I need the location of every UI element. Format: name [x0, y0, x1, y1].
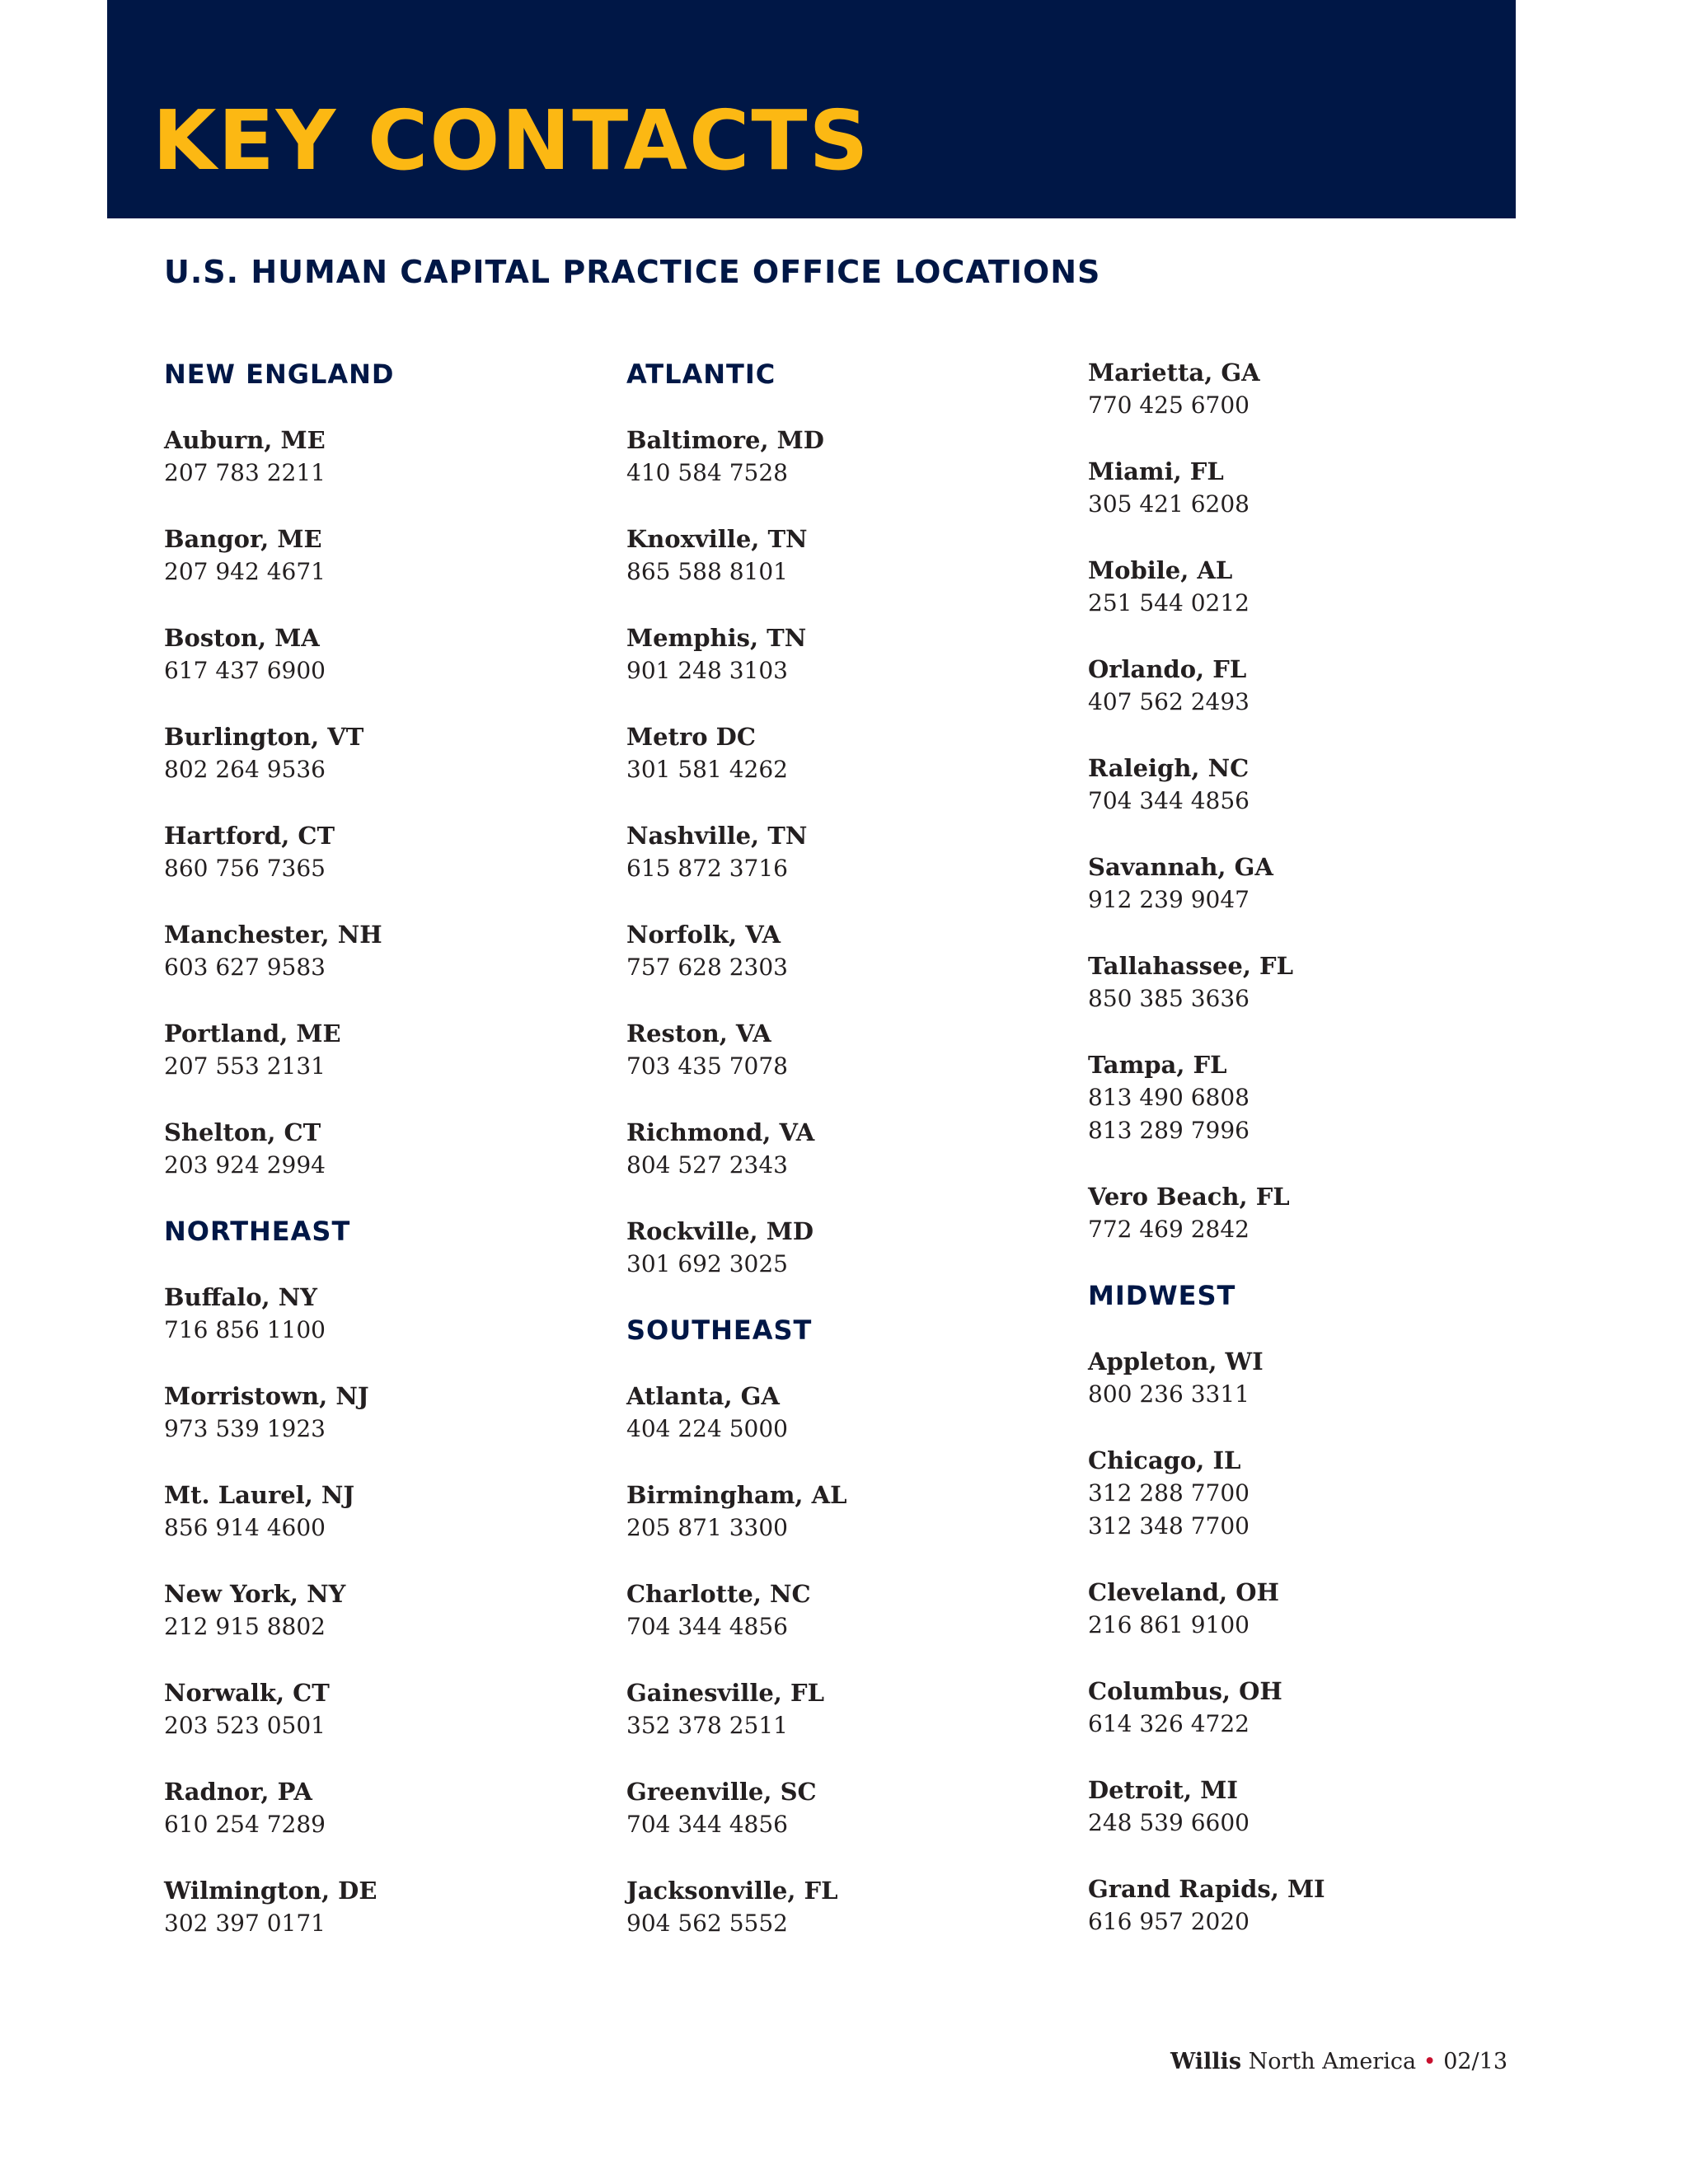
- office-entry: [1088, 1774, 1533, 1840]
- region-heading-new-england: NEW ENGLAND: [164, 359, 395, 390]
- office-phone: 614 326 4722: [1088, 1710, 1250, 1737]
- office-city: Norfolk, VA: [626, 921, 781, 949]
- footer-date: 02/13: [1443, 2049, 1507, 2074]
- office-phone: 813 490 6808: [1088, 1084, 1250, 1111]
- office-entry: [626, 523, 1071, 588]
- office-phone: 813 289 7996: [1088, 1117, 1250, 1144]
- office-list: [1088, 356, 1533, 1246]
- office-phone: 301 581 4262: [626, 756, 788, 783]
- office-entry: [164, 1116, 609, 1182]
- region-heading-northeast: NORTHEAST: [164, 1216, 351, 1247]
- office-city: Savannah, GA: [1088, 853, 1273, 881]
- office-city: Charlotte, NC: [626, 1580, 811, 1608]
- office-city: Marietta, GA: [1088, 359, 1260, 387]
- office-entry: [164, 720, 609, 786]
- office-city: Greenville, SC: [626, 1778, 817, 1806]
- footer-brand: Willis: [1170, 2049, 1242, 2074]
- office-phone: 804 527 2343: [626, 1151, 788, 1179]
- office-entry: [164, 819, 609, 885]
- office-entry: [626, 1116, 1071, 1182]
- office-city: Chicago, IL: [1088, 1446, 1241, 1474]
- office-phone: 901 248 3103: [626, 657, 788, 684]
- office-phone: 312 288 7700: [1088, 1479, 1250, 1507]
- office-phone: 703 435 7078: [626, 1052, 788, 1080]
- office-entry: [626, 1874, 1071, 1940]
- office-list: [626, 424, 1071, 1281]
- office-phone: 912 239 9047: [1088, 886, 1250, 913]
- office-list: [1088, 1345, 1533, 1938]
- office-entry: [164, 1281, 609, 1347]
- office-city: Richmond, VA: [626, 1118, 815, 1146]
- office-city: Raleigh, NC: [1088, 754, 1250, 782]
- office-entry: [1088, 851, 1533, 916]
- office-entry: [1088, 1444, 1533, 1543]
- office-phone: 770 425 6700: [1088, 391, 1250, 419]
- office-phone: 802 264 9536: [164, 756, 326, 783]
- office-city: Reston, VA: [626, 1019, 771, 1047]
- office-city: Vero Beach, FL: [1088, 1183, 1290, 1211]
- office-list: [164, 1281, 609, 1940]
- office-phone: 904 562 5552: [626, 1910, 788, 1937]
- office-list: [626, 1380, 1071, 1940]
- office-entry: [626, 1017, 1071, 1083]
- office-city: Morristown, NJ: [164, 1382, 369, 1410]
- office-city: Boston, MA: [164, 624, 320, 652]
- office-entry: [164, 621, 609, 687]
- office-entry: [1088, 1576, 1533, 1642]
- office-city: Auburn, ME: [164, 426, 326, 454]
- office-city: Orlando, FL: [1088, 655, 1247, 683]
- office-city: Burlington, VT: [164, 723, 364, 751]
- office-entry: [1088, 949, 1533, 1015]
- office-entry: [164, 523, 609, 588]
- office-phone: 301 692 3025: [626, 1250, 788, 1277]
- office-phone: 251 544 0212: [1088, 589, 1250, 616]
- office-entry: [164, 1676, 609, 1742]
- footer-separator: •: [1423, 2049, 1437, 2074]
- office-city: Gainesville, FL: [626, 1679, 824, 1707]
- office-entry: [1088, 554, 1533, 620]
- office-city: Nashville, TN: [626, 822, 808, 850]
- office-phone: 704 344 4856: [626, 1613, 788, 1640]
- region-heading-southeast: SOUTHEAST: [626, 1315, 813, 1346]
- office-city: Grand Rapids, MI: [1088, 1875, 1325, 1903]
- office-city: Bangor, ME: [164, 525, 322, 553]
- office-city: Tampa, FL: [1088, 1051, 1227, 1079]
- office-entry: [1088, 1180, 1533, 1246]
- office-city: Birmingham, AL: [626, 1481, 847, 1509]
- office-city: Knoxville, TN: [626, 525, 808, 553]
- office-entry: [1088, 653, 1533, 719]
- office-column-2: [626, 356, 1071, 1971]
- office-phone: 856 914 4600: [164, 1514, 326, 1541]
- office-phone: 407 562 2493: [1088, 688, 1250, 715]
- office-phone: 772 469 2842: [1088, 1216, 1250, 1243]
- office-entry: [164, 1874, 609, 1940]
- office-entry: [626, 720, 1071, 786]
- office-phone: 616 957 2020: [1088, 1908, 1250, 1935]
- office-phone: 800 236 3311: [1088, 1380, 1250, 1408]
- office-entry: [1088, 1675, 1533, 1741]
- office-entry: [626, 1380, 1071, 1446]
- office-column-3: [1088, 356, 1533, 1970]
- office-phone: 302 397 0171: [164, 1910, 326, 1937]
- office-city: Hartford, CT: [164, 822, 335, 850]
- office-city: Jacksonville, FL: [626, 1877, 838, 1905]
- office-city: Rockville, MD: [626, 1217, 814, 1245]
- section-subtitle: U.S. HUMAN CAPITAL PRACTICE OFFICE LOCATIONS: [164, 254, 1101, 290]
- office-phone: 212 915 8802: [164, 1613, 326, 1640]
- office-phone: 216 861 9100: [1088, 1611, 1250, 1638]
- office-phone: 865 588 8101: [626, 558, 788, 585]
- region-heading-midwest: MIDWEST: [1088, 1280, 1236, 1311]
- office-phone: 603 627 9583: [164, 954, 326, 981]
- office-entry: [1088, 1872, 1533, 1938]
- office-entry: [626, 1215, 1071, 1281]
- office-phone: 757 628 2303: [626, 954, 788, 981]
- office-entry: [1088, 455, 1533, 521]
- office-phone: 704 344 4856: [626, 1811, 788, 1838]
- office-phone: 615 872 3716: [626, 855, 788, 882]
- office-city: Columbus, OH: [1088, 1677, 1282, 1705]
- office-entry: [164, 424, 609, 490]
- office-city: Buffalo, NY: [164, 1283, 317, 1311]
- office-entry: [626, 1676, 1071, 1742]
- office-entry: [626, 621, 1071, 687]
- office-phone: 203 924 2994: [164, 1151, 326, 1179]
- office-entry: [1088, 356, 1533, 422]
- office-phone: 704 344 4856: [1088, 787, 1250, 814]
- office-city: Manchester, NH: [164, 921, 382, 949]
- office-entry: [164, 1380, 609, 1446]
- office-phone: 716 856 1100: [164, 1316, 326, 1343]
- office-city: Baltimore, MD: [626, 426, 824, 454]
- office-city: Atlanta, GA: [626, 1382, 780, 1410]
- office-entry: [1088, 1048, 1533, 1147]
- office-phone: 205 871 3300: [626, 1514, 788, 1541]
- office-entry: [626, 1479, 1071, 1544]
- office-phone: 973 539 1923: [164, 1415, 326, 1442]
- office-phone: 404 224 5000: [626, 1415, 788, 1442]
- office-phone: 207 553 2131: [164, 1052, 326, 1080]
- office-entry: [164, 1479, 609, 1544]
- office-list: [164, 424, 609, 1182]
- page-title: KEY CONTACTS: [152, 92, 870, 189]
- office-entry: [1088, 752, 1533, 818]
- office-entry: [164, 1577, 609, 1643]
- office-entry: [164, 1017, 609, 1083]
- office-phone: 410 584 7528: [626, 459, 788, 486]
- office-city: Mobile, AL: [1088, 556, 1233, 584]
- footer-text: North America: [1248, 2049, 1417, 2074]
- office-city: Mt. Laurel, NJ: [164, 1481, 355, 1509]
- office-phone: 207 783 2211: [164, 459, 326, 486]
- office-city: Memphis, TN: [626, 624, 807, 652]
- office-phone: 850 385 3636: [1088, 985, 1250, 1012]
- page-footer: [1170, 2046, 1507, 2079]
- office-city: Shelton, CT: [164, 1118, 321, 1146]
- office-phone: 352 378 2511: [626, 1712, 788, 1739]
- header-banner: [107, 0, 1516, 218]
- office-phone: 248 539 6600: [1088, 1809, 1250, 1836]
- office-city: Metro DC: [626, 723, 756, 751]
- office-city: Wilmington, DE: [164, 1877, 377, 1905]
- office-phone: 860 756 7365: [164, 855, 326, 882]
- office-entry: [626, 424, 1071, 490]
- office-phone: 617 437 6900: [164, 657, 326, 684]
- office-city: Radnor, PA: [164, 1778, 312, 1806]
- office-city: Tallahassee, FL: [1088, 952, 1294, 980]
- office-column-1: [164, 356, 609, 1971]
- office-entry: [626, 1775, 1071, 1841]
- office-city: Detroit, MI: [1088, 1776, 1238, 1804]
- office-phone: 203 523 0501: [164, 1712, 326, 1739]
- office-city: Miami, FL: [1088, 457, 1224, 485]
- office-city: Norwalk, CT: [164, 1679, 330, 1707]
- office-entry: [626, 918, 1071, 984]
- office-phone: 207 942 4671: [164, 558, 326, 585]
- office-entry: [1088, 1345, 1533, 1411]
- office-entry: [164, 918, 609, 984]
- office-city: New York, NY: [164, 1580, 346, 1608]
- office-city: Cleveland, OH: [1088, 1578, 1279, 1606]
- office-city: Portland, ME: [164, 1019, 341, 1047]
- office-phone: 610 254 7289: [164, 1811, 326, 1838]
- office-entry: [626, 819, 1071, 885]
- office-city: Appleton, WI: [1088, 1347, 1264, 1376]
- office-entry: [626, 1577, 1071, 1643]
- office-phone: 305 421 6208: [1088, 490, 1250, 518]
- region-heading-atlantic: ATLANTIC: [626, 359, 776, 390]
- office-entry: [164, 1775, 609, 1841]
- office-phone: 312 348 7700: [1088, 1512, 1250, 1540]
